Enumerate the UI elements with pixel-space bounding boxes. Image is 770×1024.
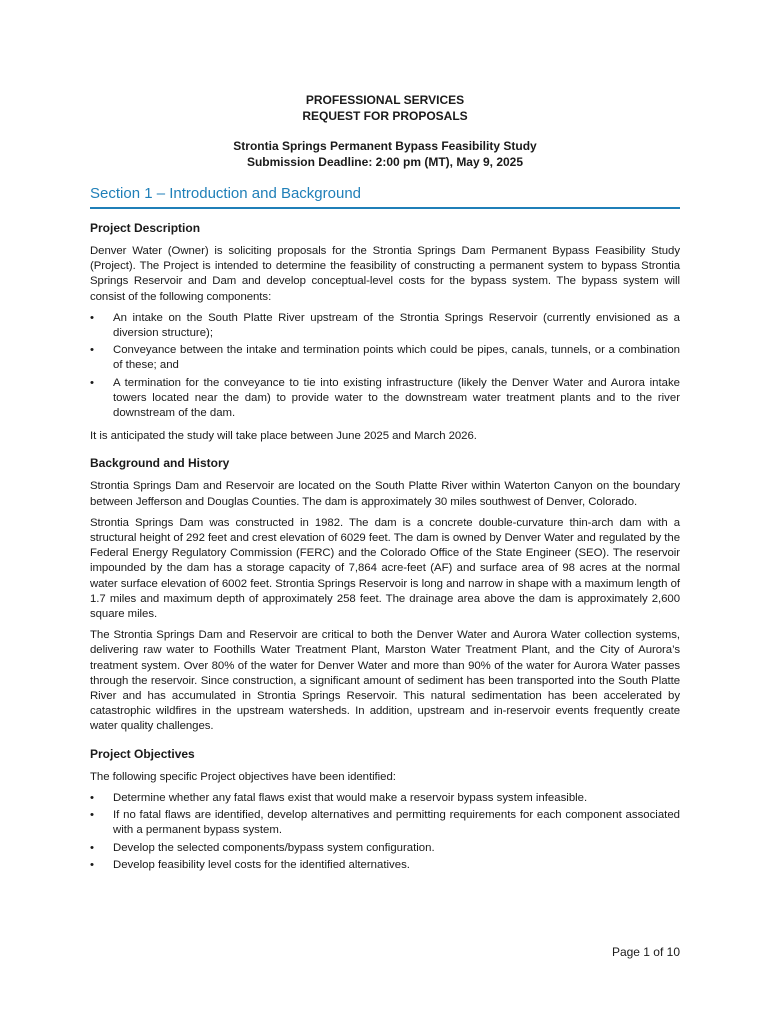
- bullet-icon: •: [90, 791, 94, 804]
- list-item: • If no fatal flaws are identified, develop alternatives and permitting requirements for each component associated with a permanent bypass system.: [90, 809, 680, 837]
- document-header: [90, 92, 680, 170]
- list-item: • A termination for the conveyance to tie into existing infrastructure (likely the Denver Water and Aurora intake towers located near the dam) to provide water to the downstream water treatment plants and to the river downstream of the dam.: [90, 376, 680, 420]
- page-number: Page 1 of 10: [611, 945, 680, 959]
- list-item: • Develop the selected components/bypass system configuration.: [90, 841, 680, 856]
- study-timeline: It is anticipated the study will take place between June 2025 and March 2026.: [90, 430, 477, 443]
- background-paragraph-2: Strontia Springs Dam was constructed in 1982. The dam is a concrete double-curvature thin-arch dam with a structural height of 292 feet and crest elevation of 6029 feet. The dam is owned by Denver Water and regulated by the Federal Energy Regulatory Commission (FERC) and the Colorado Office of the State Engineer (SEO). The reservoir impounded by the dam has a storage capacity of 7,864 acre-feet (AF) and surface area of 98 acres at the normal water surface elevation of 6002 feet. Strontia Springs Reservoir is long and narrow in shape with a maximum length of 1.7 miles and maximum depth of approximately 258 feet. The drainage area above the dam is approximately 2,600 square miles.: [90, 516, 680, 621]
- objectives-list: [90, 791, 680, 873]
- bullet-icon: •: [90, 809, 94, 822]
- objectives-intro: The following specific Project objectives have been identified:: [90, 770, 396, 783]
- objectives-heading: Project Objectives: [90, 746, 195, 761]
- project-description-heading: Project Description: [90, 221, 201, 235]
- bullet-icon: •: [90, 858, 94, 871]
- background-paragraph-3: The Strontia Springs Dam and Reservoir are critical to both the Denver Water and Aurora Water collection systems, delivering raw water to Foothills Water Treatment Plant, Marston Water Treatment Plant, and the City of Aurora’s treatment system. Over 80% of the water for Denver Water and more than 90% of the water for Aurora Water passes through the reservoir. Since construction, a significant amount of sediment has been transported into the South Platte River and has accumulated in Strontia Springs Reservoir. This natural sedimentation has been accelerated by catastrophic wildfires in the upstream watersheds. In addition, upstream and in-reservoir events frequently create water quality challenges.: [90, 629, 680, 733]
- bullet-icon: •: [90, 344, 94, 357]
- list-item: • Determine whether any fatal flaws exist that would make a reservoir bypass system infeasible.: [90, 791, 680, 806]
- components-list: [90, 311, 680, 421]
- project-title: Strontia Springs Permanent Bypass Feasibility Study: [233, 139, 537, 153]
- list-item: • Conveyance between the intake and termination points which could be pipes, canals, tunnels, or a combination of these; and: [90, 344, 680, 372]
- list-item: • Develop feasibility level costs for the identified alternatives.: [90, 858, 680, 873]
- submission-deadline: Submission Deadline: 2:00 pm (MT), May 9, 2025: [246, 155, 524, 169]
- header-line-1: PROFESSIONAL SERVICES: [305, 93, 465, 107]
- list-item: • An intake on the South Platte River upstream of the Strontia Springs Reservoir (currently envisioned as a diversion structure);: [90, 311, 680, 340]
- document-page: [90, 92, 680, 881]
- section-title: Section 1 – Introduction and Background: [90, 184, 680, 209]
- background-paragraph-1: Strontia Springs Dam and Reservoir are located on the South Platte River within Waterton Canyon on the boundary between Jefferson and Douglas Counties. The dam is approximately 30 miles southwest of Denver, Colorado.: [90, 480, 680, 508]
- project-description-intro: Denver Water (Owner) is soliciting proposals for the Strontia Springs Dam Permanent Bypass Feasibility Study (Project). The Project is intended to determine the feasibility of constructing a permanent system to bypass Strontia Springs Reservoir and Dam and develop conceptual-level costs for the bypass system. The bypass system will consist of the following components:: [90, 245, 680, 303]
- background-heading: Background and History: [90, 456, 230, 471]
- header-line-2: REQUEST FOR PROPOSALS: [302, 109, 468, 123]
- bullet-icon: •: [90, 311, 94, 324]
- bullet-icon: •: [90, 376, 94, 389]
- bullet-icon: •: [90, 841, 94, 854]
